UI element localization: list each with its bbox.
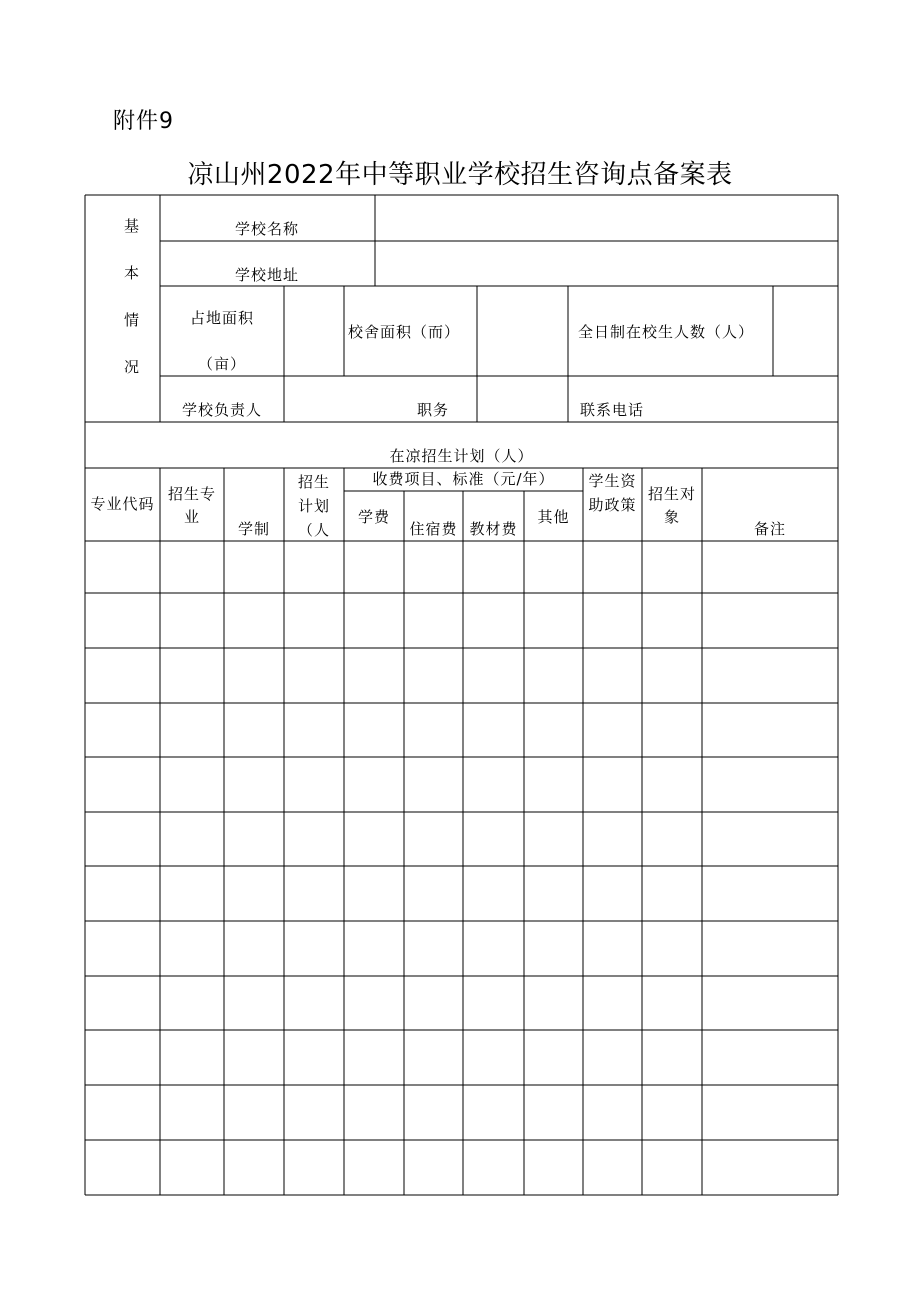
page-title: 凉山州2022年中等职业学校招生咨询点备案表 (187, 160, 733, 190)
col-plan-line1: 招生 (297, 473, 330, 491)
col-fees-header: 收费项目、标准（元/年） (372, 470, 555, 488)
col-plan-line2: 计划 (297, 497, 330, 515)
basic-info-char-1: 基 (124, 217, 141, 235)
school-address-label: 学校地址 (235, 266, 300, 284)
col-tuition: 学费 (357, 508, 390, 526)
building-area-label: 校舍面积（而） (348, 323, 461, 341)
basic-info-char-2: 本 (124, 264, 141, 282)
col-target-line2: 象 (663, 508, 680, 526)
col-duration: 学制 (237, 520, 270, 538)
principal-label: 学校负责人 (182, 401, 263, 419)
col-other: 其他 (537, 508, 570, 526)
col-remarks: 备注 (753, 520, 786, 538)
attachment-label: 附件9 (113, 109, 174, 134)
phone-label: 联系电话 (580, 401, 645, 419)
col-plan-line3: （人 (297, 523, 330, 538)
plan-title: 在凉招生计划（人） (389, 447, 534, 465)
position-label: 职务 (417, 401, 450, 419)
basic-info-char-3: 情 (124, 311, 141, 329)
col-major-line2: 业 (183, 508, 200, 526)
school-name-label: 学校名称 (235, 220, 300, 238)
col-aid-policy-line2: 助政策 (588, 496, 637, 514)
land-area-unit: （亩） (197, 355, 246, 373)
col-aid-policy-line1: 学生资 (588, 472, 637, 490)
land-area-label: 占地面积 (189, 309, 254, 327)
col-major-code: 专业代码 (90, 495, 155, 513)
basic-info-char-4: 况 (124, 358, 141, 376)
col-textbook: 教材费 (469, 520, 518, 538)
fulltime-students-label: 全日制在校生人数（人） (578, 323, 755, 341)
col-accommodation: 住宿费 (409, 520, 458, 538)
col-major-line1: 招生专 (167, 485, 216, 503)
col-target-line1: 招生对 (647, 485, 696, 503)
